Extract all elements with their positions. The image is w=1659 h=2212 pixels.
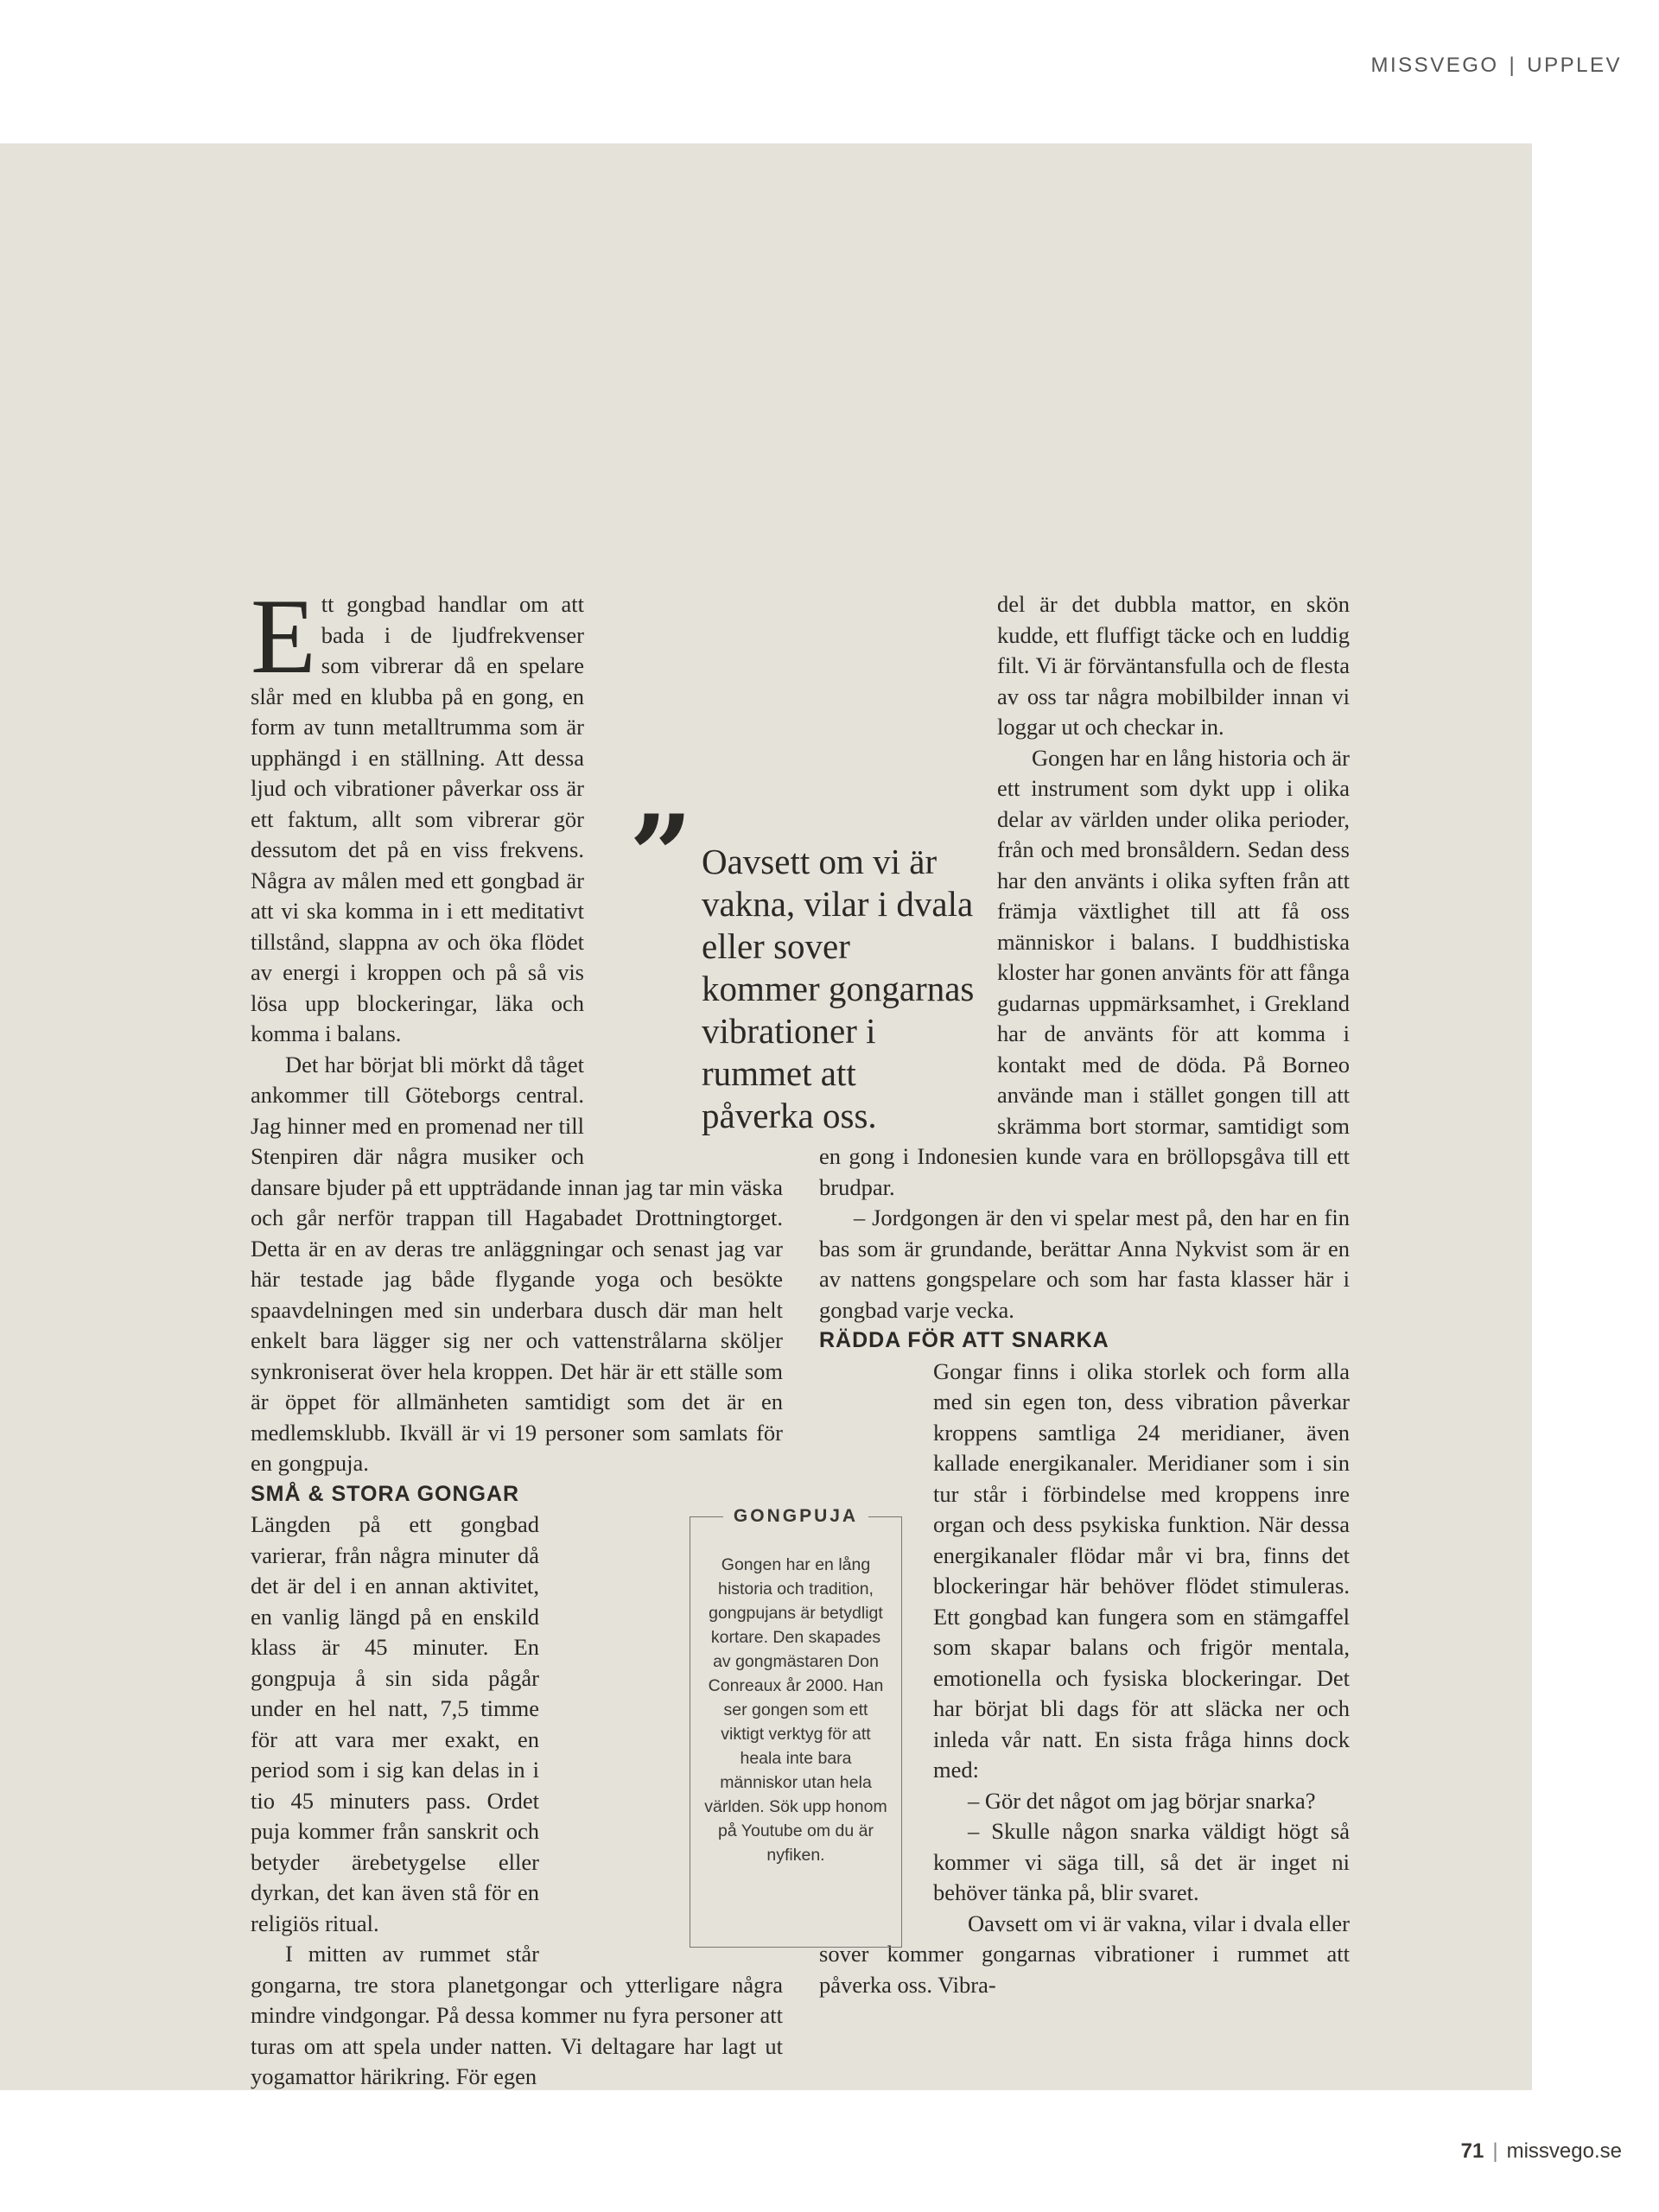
- subheading: SMÅ & STORA GONGAR: [251, 1481, 520, 1506]
- fact-box-body: Gongen har en lång historia och tradition, gongpujans är betydligt kortare. Den skapades av gongmästaren Don Conreaux år 2000. Han ser gongen som ett viktigt verktyg för att heala inte bara människor utan hela världen. Sök upp honom på Youtube om du är nyfiken.: [704, 1555, 887, 1865]
- site-url[interactable]: missvego.se: [1506, 2139, 1622, 2163]
- paragraph: – Gör det något om jag börjar snarka?: [968, 1787, 1316, 1814]
- fact-box-title: GONGPUJA: [733, 1506, 859, 1526]
- divider: [690, 1516, 723, 1517]
- page-footer: [1461, 2139, 1622, 2164]
- paragraph: – Jordgongen är den vi spelar mest på, den har en fin bas som är grundande, berättar Anna Nykvist som är en av nattens gongspelare och som har fasta klasser här i gongbad varje vecka.: [819, 1205, 1350, 1323]
- paragraph: Längden på ett gongbad varierar, från några minuter då det är del i en annan aktivitet, en vanlig längd på en enskild klass är 45 minuter. En gongpuja å sin sida pågår under en hel natt, 7,5 timme för att vara mer exakt, en period som i sig kan delas in i tio 45 minuters pass. Ordet puja kommer från sanskrit och betyder ärebetygelse eller dyrkan, det kan även stå för en religiös ritual.: [251, 1511, 539, 1936]
- footer-divider: |: [1492, 2139, 1498, 2163]
- divider: [868, 1516, 902, 1517]
- paragraph: del är det dubbla mattor, en skön kudde, ett fluffigt täcke och en luddig filt. Vi är förväntansfulla och de flesta av oss tar några mobilbilder innan vi loggar ut och checkar in.: [997, 591, 1350, 740]
- paragraph: I mitten av rummet står gongarna, tre stora planetgongar och ytterligare några mindre vindgongar. På dessa kommer nu fyra personer att turas om att spela under natten. Vi deltagare har lagt ut yogamattor härikring. För egen: [251, 1941, 783, 2089]
- drop-cap: E: [251, 577, 316, 696]
- paragraph: – Skulle någon snarka väldigt högt så kommer vi säga till, så det är inget ni behöver tänka på, blir svaret.: [933, 1818, 1350, 1905]
- pull-quote-text: Oavsett om vi är vakna, vilar i dvala eller sover kommer gongarnas vibrationer i rummet att påverka oss.: [702, 842, 975, 1135]
- paragraph: Gongen har en lång historia och är ett instrument som dykt upp i olika delar av världen under olika perioder, från och med bronsåldern. Sedan dess har den använts i olika syften från att främja växtlighet till att få oss människor i balans. I buddhistiska kloster har gonen använts för att fånga gudarnas uppmärksamhet, i Grekland har de använts för att komma i kontakt med de döda. På Borneo använde man i stället gongen till att skrämma bort stormar, samtidigt som en gong i Indonesien kunde vara en bröllopsgåva till ett brudpar.: [819, 744, 1350, 1200]
- page-number: 71: [1460, 2139, 1484, 2163]
- section-name: UPPLEV: [1527, 54, 1622, 77]
- fact-box-header: [690, 1504, 902, 1529]
- fact-box: [690, 1506, 902, 1948]
- header-divider: |: [1509, 54, 1517, 77]
- pull-quote: [629, 791, 975, 1137]
- paragraph: tt gongbad handlar om att bada i de ljudfrekvenser som vibrerar då en spelare slår med en klubba på en gong, en form av tunn metalltrumma som är upphängd i en ställning. Att dessa ljud och vibrationer påverkar oss är ett faktum, allt som vibrerar gör dessutom det på en viss frekvens. Några av målen med ett gongbad är att vi ska komma in i ett meditativt tillstånd, slappna av och öka flödet av energi i kroppen och på så vis lösa upp blockeringar, läka och komma i balans.: [251, 591, 584, 1046]
- magazine-name: MISSVEGO: [1370, 54, 1499, 77]
- paragraph: Det har börjat bli mörkt då tåget ankommer till Göteborgs central. Jag hinner med en promenad ner till Stenpiren där några musiker och dansare bjuder på ett uppträdande innan jag tar min väska och går nerför trappan till Hagabadet Drottningtorget. Detta är en av deras tre anläggningar och senast jag var här testade jag både flygande yoga och besökte spaavdelningen med sin underbara dusch där man helt enkelt bara lägger sig ner och vattenstrålarna sköljer synkroniserat över hela kroppen. Det här är ett ställe som är öppet för allmänheten samtidigt som det är en medlemsklubb. Ikväll är vi 19 personer som samlats för en gongpuja.: [251, 1051, 783, 1476]
- paragraph: Oavsett om vi är vakna, vilar i dvala eller sover kommer gongarnas vibrationer i rummet att påverka oss. Vibra-: [819, 1910, 1350, 1998]
- paragraph: Gongar finns i olika storlek och form alla med sin egen ton, dess vibration påverkar kroppens samtliga 24 meridianer, även kallade energikanaler. Meridianer som i sin tur står i förbindelse med kroppens inre organ och dess psykiska funktion. När dessa energikanaler flödar mår vi bra, finns det blockeringar här behöver flödet stimuleras. Ett gongbad kan fungera som en stämgaffel som skapar balans och frigör mentala, emotionella och fysiska blockeringar. Det har börjat bli dags för att släcka ner och inleda vår natt. En sista fråga hinns dock med:: [933, 1357, 1350, 1783]
- page-header: [1371, 54, 1622, 78]
- quote-mark-icon: ”: [629, 791, 693, 921]
- subheading: RÄDDA FÖR ATT SNARKA: [819, 1328, 1109, 1352]
